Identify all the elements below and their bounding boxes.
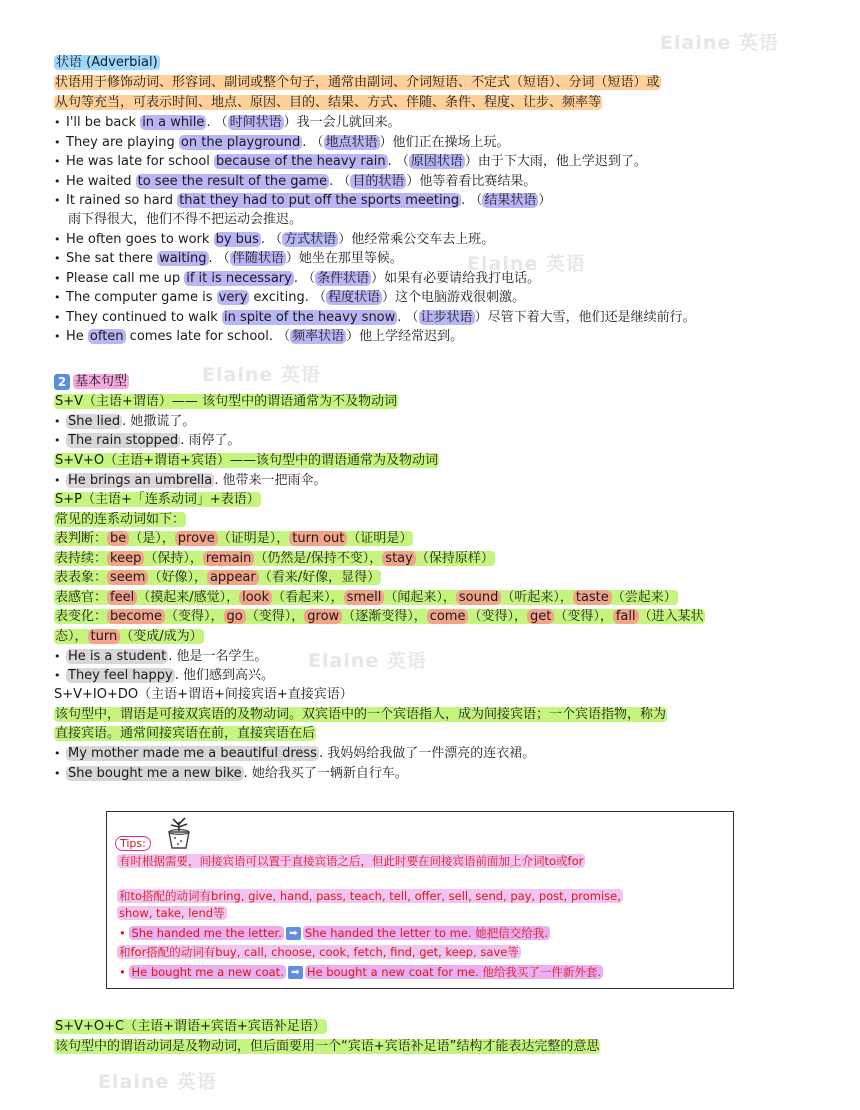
watermark: Elaine 英语 xyxy=(202,364,321,386)
linking-verbs-heading: 常见的连系动词如下： xyxy=(55,512,186,527)
example-item: • My mother made me a beautiful dress . 我妈妈给我做了一件漂亮的连衣裙。 xyxy=(54,746,536,761)
tips-line: 和for搭配的动词有buy, call, choose, cook, fetch, find, get, keep, save等 xyxy=(119,945,519,959)
example-item: • He often comes late for school. （ 频率状语 ）他上学经常迟到。 xyxy=(54,329,464,344)
section-title-basic-patterns: 2 基本句型 xyxy=(54,373,129,391)
example-item: • He is a student . 他是一名学生。 xyxy=(54,649,268,664)
example-translation: 雨下得很大，他们不得不把运动会推迟。 xyxy=(68,212,303,227)
watermark: Elaine 英语 xyxy=(308,650,427,672)
pattern-heading: S+V（主语+谓语）—— 该句型中的谓语通常为不及物动词 xyxy=(55,394,398,409)
pattern-heading: S+V+O+C（主语+谓语+宾语+宾语补足语） xyxy=(55,1019,326,1034)
watermark: Elaine 英语 xyxy=(467,253,586,275)
example-item: • He brings an umbrella . 他带来一把雨伞。 xyxy=(54,473,327,488)
section-number-badge: 2 xyxy=(54,374,70,390)
definition-line: 从句等充当，可表示时间、地点、原因、目的、结果、方式、伴随、条件、程度、让步、频率等 xyxy=(55,95,602,110)
example-item: • They feel happy . 他们感到高兴。 xyxy=(54,668,274,683)
pattern-heading: S+P（主语+「连系动词」+表语） xyxy=(55,492,260,507)
definition-line: 状语用于修饰动词、形容词、副词或整个句子，通常由副词、介词短语、不定式（短语）、分词（短语）或 xyxy=(55,75,660,90)
example-item: • She lied . 她撒谎了。 xyxy=(54,414,196,429)
pattern-description: 该句型中的谓语动词是及物动词，但后面要用一个“宾语+宾语补足语”结构才能表达完整的意思 xyxy=(55,1039,600,1054)
linking-verbs-senses: 表感官： feel （摸起来/感觉）， look （看起来）， smell （闻起来）， sound （听起来）， taste （尝起来） xyxy=(55,590,677,605)
tips-example: • He bought me a new coat. ➡ He bought a new coat for me. 他给我买了一件新外套. xyxy=(119,965,602,979)
pattern-heading: S+V+O（主语+谓语+宾语）——该句型中的谓语通常为及物动词 xyxy=(55,453,438,468)
example-item: • The rain stopped . 雨停了。 xyxy=(54,433,241,448)
example-item: • I'll be back in a while . （ 时间状语 ）我一会儿就回来。 xyxy=(54,115,401,130)
tips-box xyxy=(106,811,734,989)
watermark: Elaine 英语 xyxy=(98,1071,217,1093)
tips-line: 有时根据需要，间接宾语可以置于直接宾语之后，但此时要在间接宾语前面加上介词to或for xyxy=(119,854,584,868)
example-item: • They continued to walk in spite of the heavy snow . （ 让步状语 ）尽管下着大雪，他们还是继续前行。 xyxy=(54,310,696,325)
plant-pot-icon xyxy=(163,814,195,850)
pattern-description: 直接宾语。通常间接宾语在前，直接宾语在后 xyxy=(55,726,316,741)
tips-line: show, take, lend等 xyxy=(119,906,225,920)
section-title-adverbial: 状语 (Adverbial) xyxy=(56,55,158,70)
pattern-heading: S+V+IO+DO（主语+谓语+间接宾语+直接宾语） xyxy=(54,687,353,702)
tips-example: • She handed me the letter. ➡ She handed the letter to me. 她把信交给我. xyxy=(119,926,548,940)
tips-badge: Tips: xyxy=(115,836,151,851)
linking-verbs-judgement: 表判断： be （是）， prove （证明是）， turn out （证明是） xyxy=(55,531,413,546)
example-item: • They are playing on the playground . （ 地点状语 ）他们正在操场上玩。 xyxy=(54,135,510,150)
pattern-description: 该句型中，谓语是可接双宾语的及物动词。双宾语中的一个宾语指人，成为间接宾语；一个宾语指物，称为 xyxy=(55,707,667,722)
linking-verbs-change: 表变化： become （变得）， go （变得）， grow （逐渐变得）， come （变得）， get （变得）， fall （进入某状 xyxy=(55,609,704,624)
arrow-right-icon: ➡ xyxy=(288,966,303,979)
watermark: Elaine 英语 xyxy=(660,32,779,54)
linking-verbs-change-cont: 态）， turn （变成/成为） xyxy=(55,629,203,644)
example-item: • The computer game is very exciting. （ 程度状语 ）这个电脑游戏很刺激。 xyxy=(54,290,526,305)
example-item: • He waited to see the result of the game . （ 目的状语 ）他等着看比赛结果。 xyxy=(54,174,537,189)
tips-line: 和to搭配的动词有bring, give, hand, pass, teach, tell, offer, sell, send, pay, post, promise, xyxy=(119,889,621,903)
linking-verbs-appearance: 表表象： seem （好像）， appear （看来/好像，显得） xyxy=(55,570,381,585)
arrow-right-icon: ➡ xyxy=(286,927,301,940)
example-item: • She sat there waiting . （ 伴随状语 ）她坐在那里等候。 xyxy=(54,251,403,266)
example-item: • She bought me a new bike . 她给我买了一辆新自行车。 xyxy=(54,766,408,781)
example-item: • He was late for school because of the heavy rain . （ 原因状语 ）由于下大雨，他上学迟到了。 xyxy=(54,154,647,169)
linking-verbs-continuation: 表持续： keep （保持）， remain （仍然是/保持不变）， stay （保持原样） xyxy=(55,551,494,566)
example-item: • Please call me up if it is necessary . （ 条件状语 ）如果有必要请给我打电话。 xyxy=(54,271,541,286)
example-item: • It rained so hard that they had to put off the sports meeting . （ 结果状语 ） xyxy=(54,193,552,208)
example-item: • He often goes to work by bus . （ 方式状语 ）他经常乘公交车去上班。 xyxy=(54,232,495,247)
